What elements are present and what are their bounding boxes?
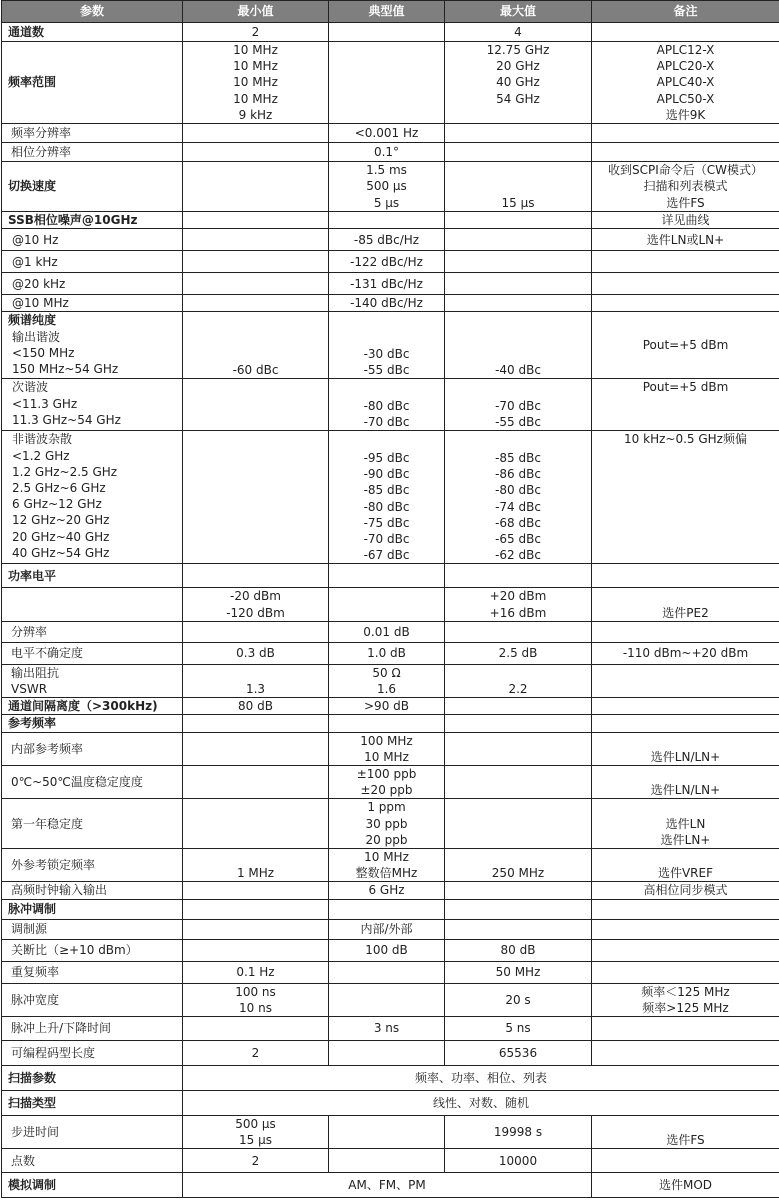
note-cell <box>592 143 779 162</box>
min-cell <box>183 212 329 229</box>
max-cell <box>445 732 592 765</box>
note-cell <box>592 899 779 919</box>
min-cell <box>183 799 329 849</box>
max-cell <box>445 124 592 143</box>
note-cell: 频率＜125 MHz 频率>125 MHz <box>592 983 779 1016</box>
note-cell <box>592 273 779 295</box>
note-cell <box>592 1041 779 1066</box>
note-cell <box>592 961 779 983</box>
row-points <box>2 1149 779 1173</box>
param-cell: @10 Hz <box>2 229 183 251</box>
min-cell: 80 dB <box>183 698 329 715</box>
note-cell: APLC12-X APLC20-X APLC40-X APLC50-X 选件9K <box>592 42 779 124</box>
min-cell <box>183 431 329 564</box>
note-cell: 选件VREF <box>592 849 779 882</box>
max-cell: 12.75 GHz 20 GHz 40 GHz 54 GHz <box>445 42 592 124</box>
min-cell: -20 dBm -120 dBm <box>183 588 329 621</box>
typ-cell <box>329 588 445 621</box>
row-freq-range <box>2 42 779 124</box>
param-cell: 输出阻抗 VSWR <box>2 664 183 697</box>
min-cell: -60 dBc <box>183 312 329 379</box>
typ-cell <box>329 23 445 42</box>
min-cell <box>183 899 329 919</box>
max-cell <box>445 273 592 295</box>
max-cell: 19998 s <box>445 1116 592 1149</box>
param-cell: @1 kHz <box>2 251 183 273</box>
param-cell: 调制源 <box>2 919 183 939</box>
header-row <box>2 1 779 23</box>
row-ref <box>2 715 779 732</box>
param-cell: 扫描参数 <box>2 1066 183 1091</box>
param-cell: 模拟调制 <box>2 1173 183 1198</box>
value-cell: 频率、功率、相位、列表 <box>183 1066 779 1091</box>
min-cell <box>183 295 329 312</box>
note-cell <box>592 664 779 697</box>
param-cell: 扫描类型 <box>2 1091 183 1116</box>
note-cell <box>592 715 779 732</box>
note-cell: 选件MOD <box>592 1173 779 1198</box>
param-cell: 通道间隔离度（>300kHz) <box>2 698 183 715</box>
row-freq-res <box>2 124 779 143</box>
max-cell <box>445 251 592 273</box>
row-ref-hf <box>2 882 779 899</box>
max-cell: 10000 <box>445 1149 592 1173</box>
row-sweep-type <box>2 1091 779 1116</box>
min-cell: 1.3 <box>183 664 329 697</box>
param-cell: 次谐波 <11.3 GHz 11.3 GHz~54 GHz <box>2 379 183 431</box>
note-cell <box>592 295 779 312</box>
max-cell <box>445 766 592 799</box>
max-cell: 250 MHz <box>445 849 592 882</box>
typ-cell: -85 dBc/Hz <box>329 229 445 251</box>
min-cell <box>183 251 329 273</box>
note-cell: 10 kHz~0.5 GHz频偏 <box>592 431 779 564</box>
section-title: 频谱纯度 <box>8 313 57 328</box>
max-cell: 50 MHz <box>445 961 592 983</box>
param-cell: @10 MHz <box>2 295 183 312</box>
row-power-range <box>2 588 779 621</box>
param-cell: 脉冲上升/下降时间 <box>2 1017 183 1041</box>
note-cell: 详见曲线 <box>592 212 779 229</box>
row-power-res <box>2 621 779 642</box>
param-cell: 外参考锁定频率 <box>2 849 183 882</box>
typ-cell: -80 dBc -70 dBc <box>329 379 445 431</box>
min-cell <box>183 715 329 732</box>
row-ref-year <box>2 799 779 849</box>
note-cell <box>592 124 779 143</box>
min-cell: 100 ns 10 ns <box>183 983 329 1016</box>
typ-cell: ±100 ppb ±20 ppb <box>329 766 445 799</box>
param-cell <box>2 588 183 621</box>
param-cell: 非谐波杂散 <1.2 GHz 1.2 GHz~2.5 GHz 2.5 GHz~6 GHz 6 GHz~12 GHz 12 GHz~20 GHz 20 GHz~40 GHz 40 GHz~54 GHz <box>2 431 183 564</box>
max-cell <box>445 564 592 588</box>
note-cell <box>592 1149 779 1173</box>
row-ssb-20khz <box>2 273 779 295</box>
header-min: 最小值 <box>183 1 329 23</box>
note-cell <box>592 698 779 715</box>
param-cell: 可编程码型长度 <box>2 1041 183 1066</box>
typ-cell: -140 dBc/Hz <box>329 295 445 312</box>
row-pulse-rise <box>2 1017 779 1041</box>
row-pulse <box>2 899 779 919</box>
min-cell <box>183 732 329 765</box>
row-subharmonic <box>2 379 779 431</box>
max-cell: 15 μs <box>445 162 592 212</box>
typ-cell: 内部/外部 <box>329 919 445 939</box>
param-cell: 点数 <box>2 1149 183 1173</box>
row-switch-speed <box>2 162 779 212</box>
param-cell: 功率电平 <box>2 564 183 588</box>
note-cell <box>592 1017 779 1041</box>
typ-cell: -30 dBc -55 dBc <box>329 312 445 379</box>
max-cell: -40 dBc <box>445 312 592 379</box>
row-ref-internal <box>2 732 779 765</box>
typ-cell: >90 dB <box>329 698 445 715</box>
param-cell: 重复频率 <box>2 961 183 983</box>
min-cell <box>183 273 329 295</box>
typ-cell: 0.1° <box>329 143 445 162</box>
note-cell: Pout=+5 dBm <box>592 379 779 431</box>
note-cell: Pout=+5 dBm <box>592 312 779 379</box>
header-note: 备注 <box>592 1 779 23</box>
min-cell: 2 <box>183 1149 329 1173</box>
param-cell: 脉冲宽度 <box>2 983 183 1016</box>
note-cell <box>592 564 779 588</box>
min-cell <box>183 919 329 939</box>
max-cell: -70 dBc -55 dBc <box>445 379 592 431</box>
min-cell <box>183 229 329 251</box>
row-impedance <box>2 664 779 697</box>
row-ref-temp <box>2 766 779 799</box>
max-cell: 80 dB <box>445 939 592 961</box>
param-cell: 频率范围 <box>2 42 183 124</box>
typ-cell: 6 GHz <box>329 882 445 899</box>
param-cell: 第一年稳定度 <box>2 799 183 849</box>
max-cell: 2.5 dB <box>445 642 592 664</box>
typ-cell: 0.01 dB <box>329 621 445 642</box>
note-cell: -110 dBm~+20 dBm <box>592 642 779 664</box>
min-cell: 500 μs 15 μs <box>183 1116 329 1149</box>
spec-table <box>1 0 779 1198</box>
param-cell: 电平不确定度 <box>2 642 183 664</box>
min-cell: 0.1 Hz <box>183 961 329 983</box>
param-cell <box>2 312 183 379</box>
typ-cell: -122 dBc/Hz <box>329 251 445 273</box>
typ-cell: -95 dBc -90 dBc -85 dBc -80 dBc -75 dBc -70 dBc -67 dBc <box>329 431 445 564</box>
max-cell <box>445 229 592 251</box>
max-cell: +20 dBm +16 dBm <box>445 588 592 621</box>
row-ssb-10hz <box>2 229 779 251</box>
typ-cell <box>329 715 445 732</box>
row-sweep-param <box>2 1066 779 1091</box>
param-cell: @20 kHz <box>2 273 183 295</box>
row-ssb-10mhz <box>2 295 779 312</box>
max-cell <box>445 143 592 162</box>
min-cell: 0.3 dB <box>183 642 329 664</box>
min-cell: 1 MHz <box>183 849 329 882</box>
param-cell: SSB相位噪声@10GHz <box>2 212 183 229</box>
header-max: 最大值 <box>445 1 592 23</box>
max-cell: 5 ns <box>445 1017 592 1041</box>
note-cell: 选件PE2 <box>592 588 779 621</box>
value-cell: 线性、对数、随机 <box>183 1091 779 1116</box>
row-isolation <box>2 698 779 715</box>
typ-cell: <0.001 Hz <box>329 124 445 143</box>
row-analog <box>2 1173 779 1198</box>
row-pulse-src <box>2 919 779 939</box>
row-pulse-len <box>2 1041 779 1066</box>
param-cell: 切换速度 <box>2 162 183 212</box>
min-cell: 2 <box>183 1041 329 1066</box>
min-cell <box>183 564 329 588</box>
typ-cell <box>329 961 445 983</box>
param-cell: 步进时间 <box>2 1116 183 1149</box>
typ-cell <box>329 564 445 588</box>
param-cell: 脉冲调制 <box>2 899 183 919</box>
max-cell <box>445 698 592 715</box>
min-cell <box>183 882 329 899</box>
row-power <box>2 564 779 588</box>
typ-cell: 3 ns <box>329 1017 445 1041</box>
note-cell <box>592 939 779 961</box>
param-cell: 内部参考频率 <box>2 732 183 765</box>
typ-cell <box>329 983 445 1016</box>
note-cell <box>592 621 779 642</box>
typ-cell <box>329 42 445 124</box>
param-cell: 通道数 <box>2 23 183 42</box>
header-typ: 典型值 <box>329 1 445 23</box>
typ-cell: 1.5 ms 500 μs 5 μs <box>329 162 445 212</box>
min-cell <box>183 379 329 431</box>
min-cell <box>183 766 329 799</box>
row-pulse-rep <box>2 961 779 983</box>
note-cell: 选件LN 选件LN+ <box>592 799 779 849</box>
header-param: 参数 <box>2 1 183 23</box>
max-cell <box>445 212 592 229</box>
note-cell: 选件LN/LN+ <box>592 766 779 799</box>
max-cell <box>445 621 592 642</box>
typ-cell: 1 ppm 30 ppb 20 ppb <box>329 799 445 849</box>
row-ssb-1khz <box>2 251 779 273</box>
note-cell <box>592 251 779 273</box>
row-phase-res <box>2 143 779 162</box>
min-cell <box>183 1017 329 1041</box>
param-cell: 分辨率 <box>2 621 183 642</box>
max-cell <box>445 919 592 939</box>
typ-cell <box>329 1041 445 1066</box>
max-cell: -85 dBc -86 dBc -80 dBc -74 dBc -68 dBc -65 dBc -62 dBc <box>445 431 592 564</box>
min-cell <box>183 124 329 143</box>
row-pulse-width <box>2 983 779 1016</box>
max-cell <box>445 715 592 732</box>
row-step-time <box>2 1116 779 1149</box>
note-cell: 收到SCPI命令后（CW模式） 扫描和列表模式 选件FS <box>592 162 779 212</box>
row-pulse-onoff <box>2 939 779 961</box>
max-cell <box>445 799 592 849</box>
typ-cell: -131 dBc/Hz <box>329 273 445 295</box>
min-cell: 10 MHz 10 MHz 10 MHz 10 MHz 9 kHz <box>183 42 329 124</box>
typ-cell: 10 MHz 整数倍MHz <box>329 849 445 882</box>
typ-cell: 1.0 dB <box>329 642 445 664</box>
max-cell <box>445 295 592 312</box>
typ-cell: 100 MHz 10 MHz <box>329 732 445 765</box>
typ-cell <box>329 1116 445 1149</box>
param-cell: 高频时钟输入输出 <box>2 882 183 899</box>
typ-cell: 50 Ω 1.6 <box>329 664 445 697</box>
typ-cell <box>329 212 445 229</box>
min-cell <box>183 621 329 642</box>
param-cell: 关断比（≥+10 dBm） <box>2 939 183 961</box>
max-cell: 20 s <box>445 983 592 1016</box>
param-text: 输出谐波 <150 MHz 150 MHz~54 GHz <box>12 329 119 377</box>
max-cell <box>445 899 592 919</box>
max-cell: 65536 <box>445 1041 592 1066</box>
row-spurious <box>2 431 779 564</box>
param-cell: 频率分辨率 <box>2 124 183 143</box>
max-cell: 2.2 <box>445 664 592 697</box>
note-cell <box>592 919 779 939</box>
row-channels <box>2 23 779 42</box>
param-cell: 相位分辨率 <box>2 143 183 162</box>
row-ssb <box>2 212 779 229</box>
min-cell: 2 <box>183 23 329 42</box>
row-purity <box>2 312 779 379</box>
row-ref-ext <box>2 849 779 882</box>
note-cell: 选件LN或LN+ <box>592 229 779 251</box>
min-cell <box>183 162 329 212</box>
min-cell <box>183 939 329 961</box>
max-cell: 4 <box>445 23 592 42</box>
typ-cell <box>329 899 445 919</box>
note-cell: 选件LN/LN+ <box>592 732 779 765</box>
max-cell <box>445 882 592 899</box>
note-cell: 选件FS <box>592 1116 779 1149</box>
typ-cell <box>329 1149 445 1173</box>
param-cell: 0℃~50℃温度稳定度度 <box>2 766 183 799</box>
row-power-unc <box>2 642 779 664</box>
note-cell <box>592 23 779 42</box>
param-cell: 参考频率 <box>2 715 183 732</box>
value-cell: AM、FM、PM <box>183 1173 592 1198</box>
typ-cell: 100 dB <box>329 939 445 961</box>
min-cell <box>183 143 329 162</box>
note-cell: 高相位同步模式 <box>592 882 779 899</box>
